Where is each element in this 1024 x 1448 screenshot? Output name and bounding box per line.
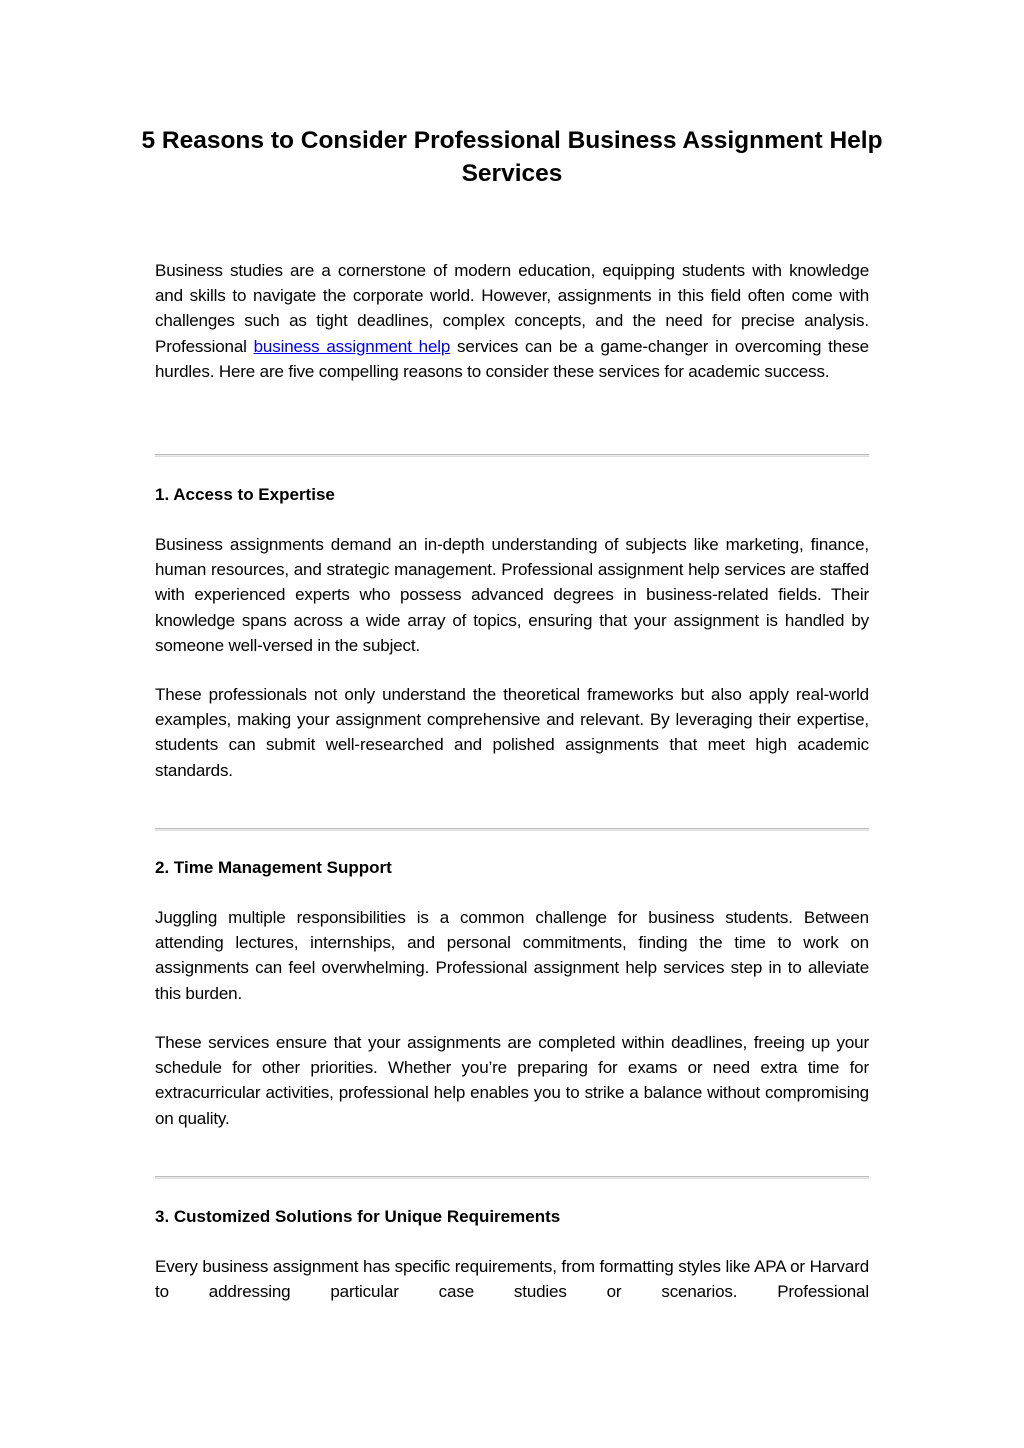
- section-heading-time-management-support: 2. Time Management Support: [155, 858, 392, 877]
- section-divider: [155, 1176, 869, 1179]
- intro-text-before-link: Business studies are a cornerstone of modern education, equipping students with knowledge and skills to navigate the corporate world. However, assignments in this field often come with challenges such as tight deadlines, complex concepts, and the need for precise analysis. Professional: [155, 261, 869, 356]
- page-title: 5 Reasons to Consider Professional Business Assignment Help Services: [141, 127, 883, 187]
- section-divider: [155, 454, 869, 457]
- section-heading-access-to-expertise: 1. Access to Expertise: [155, 485, 335, 504]
- section-paragraph: Juggling multiple responsibilities is a common challenge for business students. Between attending lectures, internships, and personal commitments, finding the time to work on assignments can feel overwhelming. Professional assignment help services step in to alleviate this burden.: [155, 908, 869, 1003]
- intro-paragraph: [155, 258, 869, 384]
- section-paragraph: Every business assignment has specific requirements, from formatting styles like APA or Harvard to addressing particular case studies or scenarios. Professional: [155, 1257, 869, 1302]
- section-divider: [155, 828, 869, 831]
- section-paragraph: These services ensure that your assignments are completed within deadlines, freeing up your schedule for other priorities. Whether you’re preparing for exams or need extra time for extracurricular activities, professional help enables you to strike a balance without compromising on quality.: [155, 1033, 869, 1128]
- section-paragraph: Business assignments demand an in-depth understanding of subjects like marketing, finance, human resources, and strategic management. Professional assignment help services are staffed with experienced experts who possess advanced degrees in business-related fields. Their knowledge spans across a wide array of topics, ensuring that your assignment is handled by someone well-versed in the subject.: [155, 535, 869, 655]
- intro-text-after-link: services can be a game-changer in overcoming these hurdles. Here are five compelling reasons to consider these services for academic success.: [155, 336, 869, 381]
- section-heading-customized-solutions: 3. Customized Solutions for Unique Requirements: [155, 1207, 561, 1226]
- business-assignment-help-link[interactable]: business assignment help: [253, 336, 451, 356]
- section-paragraph: These professionals not only understand the theoretical frameworks but also apply real-world examples, making your assignment comprehensive and relevant. By leveraging their expertise, students can submit well-researched and polished assignments that meet high academic standards.: [155, 685, 869, 780]
